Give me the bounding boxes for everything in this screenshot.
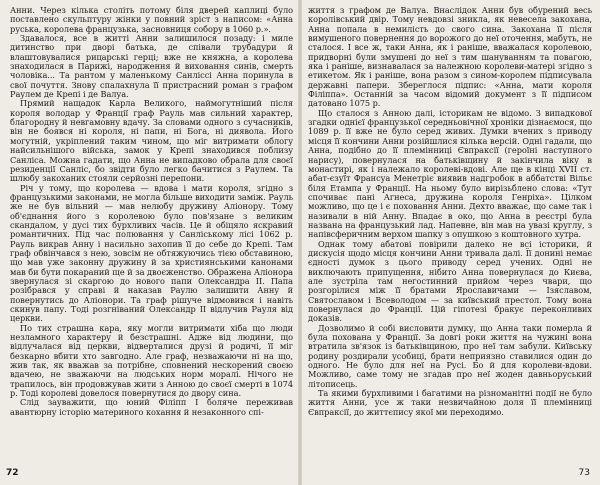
right-paragraph-2: Що сталося з Анною далі, історикам не відомо. З випадкової згадки однієї французької середньовічної хроніки дізнаємося, що 1089 р. її вже не було серед живих. Думки вчених з приводу місця її кончини Анни розійшлися кілька версій. Одні гадали, що Анна, подібно до її племінниці Євпраксії (героїні наступного нарису), повернулася на батьківщину й закінчила віку в монастирі, як і належало королеві-вдові. Але ще в кінці XVII ст. абат-єзуїт Франсуа Менетріє виявив надгробок в аббатстві Вільє біля Етампа у Франції. На ньому було вирізьблено слова: «Тут спочиває пані Агнеса, дружина короля Генріха». Цілком можливо, що це і є поховання Анни. Дехто вважає, що саме так і називали в ній Анну. Впадає в око, що Анна в реєстрі була названа на французький лад. Напевне, він мав на увазі круглу, з напівсферичним верхом шапку з опушкою з коштовного хутра.	[308, 107, 592, 240]
right-paragraph-3: Однак тому абатові повірили далеко не всі історики, й дискусія щодо місця кончини Анни тривала далі. Її донині немає єдності думок з цього приводу серед учених. Одні не виключають припущення, нібито Анна повернулася до Києва, але зустріла там негостинний прийом через чвари, що розгорілися між її братами Ярославичами — Ізяславом, Святославом і Всеволодом — за київський престол. Тому вона повернулася до Франції. Цій гіпотезі бракує переконливих доказів.	[308, 238, 592, 324]
right-page	[302, 0, 600, 485]
right-paragraph-1: життя з графом де Валуа. Внаслідок Анни був обурений весь королівський двір. Тому невдовзі зникла, як невесела закохана, Анна попала в немилість до свого сина. Закохана її після вимушеного повернення до ворожого до неї оточення, мабуть, не сталося. І все ж, таки Анна, як і раніше, вважалася королевою, придворні були змушені до неї з тим шануванням та повагою, яка і раніше, визнавалася за належною королеви-матері згідно з етикетом. Як і раніше, вона разом з сином-королем підписувала державні папери. Збереглося підпис: «Анна, мати короля Філіппа». Останній за часом відомий документ з її підписом датовано 1075 р.	[308, 5, 592, 109]
left-paragraph-3: Прямий нащадок Карла Великого, наймогутніший після короля володар у Франції граф Рауль мав сильний характер, благородну й невгамовну вдачу. За словами одного з сучасників, він не боявся ні короля, ні папи, ні Бога, ні диявола. Його могутній, укріплений таким чином, що міг витримати облогу найсильнішого війська, замок у Крепі знаходився поблизу Санліса. Можна гадати, що Анна не випадково обрала для своєї резиденції Санліс, бо звідти було легко бачитися з Раулем. Та шлюбу закоханих стояли серйозні перепони.	[10, 98, 293, 184]
right-page-number: 73	[578, 468, 590, 478]
left-paragraph-6: Слід зауважити, що юний Філіпп I боляче переживав авантюрну історію материного кохання й незаконного спі-	[10, 397, 293, 417]
left-paragraph-1: Анни. Через кілька століть потому біля дверей каплиці було поставлено скульптуру жінки у повний зріст з написом: «Анна руська, королева французька, засновниця собору в 1060 р.».	[10, 5, 293, 34]
left-page-number: 72	[6, 468, 19, 478]
right-paragraph-4: Дозволимо й собі висловити думку, що Анна таки померла й була похована у Франції. За довгі роки життя на чужині вона втратила зв'язок із батьківщиною, про неї там забули. Київську родину роздирали усобиці, брати неприязно ставилися один до одного. Не було для неї на Русі. Бо й для королеви-вдови. Можливо, саме тому не згадав про неї жоден давньоруський літописець.	[308, 322, 592, 389]
left-page	[0, 0, 298, 485]
right-paragraph-5: Та якими бурхливими і багатими на різноманітні події не було життя Анни, усе ж таки незвичайною доля її племінниці Євпраксії, до життєпису якої ми переходимо.	[308, 388, 592, 417]
left-paragraph-4: Річ у тому, що королева — вдова і мати короля, згідно з французькими законами, не могла більше виходити заміж. Рауль же не був вільний — мав нелюбу дружину Аліонору. Тому об'єднання його з королевою було пов'язане з великим скандалом, у дусі тих бурхливих часів. Це й обіцяло яскравий романтичних. Під час полювання у Санліському лісі 1062 р. Рауль викрав Анну і насильно захопив її до себе до Крепі. Там граф обвінчався з нею, зовсім не обтяжуючись тією обставиною, що мав уже законну дружину й за християнськими канонами мав би бути покараний ще й за двоєженство. Ображена Аліонора звернулася зі скаргою до нового папи Олександра II. Папа розібрався у справі й наказав Раулю залишити Анну й повернутись до Аліонори. Та граф рішуче відмовився і навіть скинув папу. Тоді розгніваний Олександр II відлучив Рауля від церкви.	[10, 182, 293, 324]
left-paragraph-5: По тих страшна кара, яку могли витримати хіба що люди незламного характеру й безстрашні. Адже від людини, що відлучалася від церкви, відверталися друзі й родичі, її міг безкарно вбити хто завгодно. Але граф, незважаючи ні на що, жив так, як вважав за потрібне, сповнений нескорений своєю вдачею, не зважаючи на людських норм моралі. Нічого не трапилось, він продовжував жити з Анною до своєї смерті в 1074 р. Тоді королеві довелося повернутися до двору сина.	[10, 322, 293, 399]
left-paragraph-2: Здавалося, все в житті Анни залишилося позаду: і миле дитинство при дворі батька, де співали трубадури й влаштовувалися рицарські герці; вже не княжна, а королева знаходилася в Парижі, народження й виховання синів, смерть чоловіка... Та рантом у маленькому Санліссі Анна поринула в свої почуття. Знову спалахнула її пристрасний роман з графом Раулем де Крепі і де Валуа.	[10, 33, 293, 100]
